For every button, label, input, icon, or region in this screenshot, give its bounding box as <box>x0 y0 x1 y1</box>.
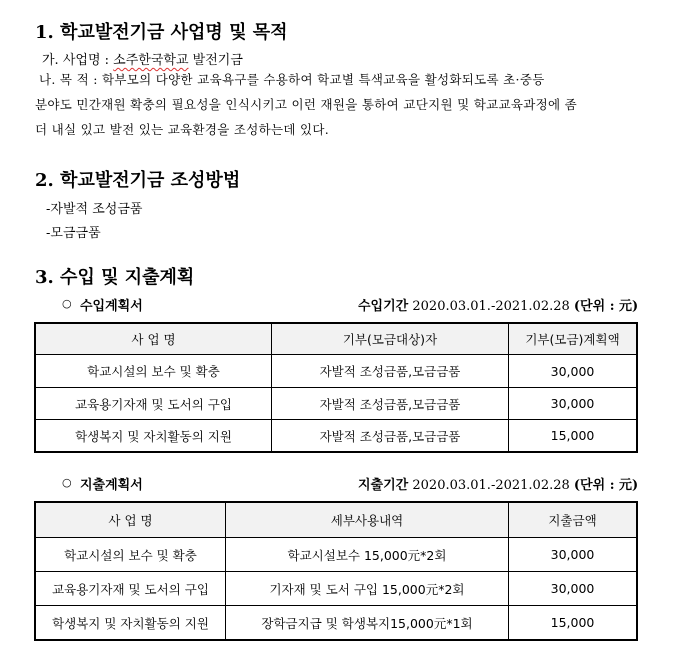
expense-row-amount: 15,000 <box>509 606 637 640</box>
table-row <box>36 606 637 640</box>
table-row <box>36 420 637 452</box>
expense-period-label: 지출기간 <box>358 478 409 493</box>
expense-row-amount: 30,000 <box>509 538 637 572</box>
purpose-label: 나. 목 적 : <box>39 72 103 87</box>
income-row-project: 교육용기자재 및 도서의 구입 <box>36 388 272 420</box>
income-header-donor: 기부(모금대상)자 <box>272 324 509 355</box>
project-name-rest: 발전기금 <box>188 53 243 68</box>
expense-table-header <box>36 503 637 538</box>
purpose-text-1: 학부모의 다양한 교육욕구를 수용하여 학교별 특색교육을 활성화되도록 초·중등 <box>102 72 545 87</box>
table-row <box>36 355 637 388</box>
expense-row-detail: 기자재 및 도서 구입 15,000元*2회 <box>226 572 509 606</box>
expense-plan-heading: 지출계획서 <box>80 478 143 493</box>
income-period-label: 수입기간 <box>358 299 409 314</box>
income-row-project: 학교시설의 보수 및 확충 <box>36 355 272 388</box>
section2-title: 2. 학교발전기금 조성방법 <box>35 170 241 191</box>
expense-row-project: 교육용기자재 및 도서의 구입 <box>36 572 226 606</box>
income-row-amount: 30,000 <box>509 355 637 388</box>
expense-unit: (단위 : 元) <box>573 478 639 493</box>
expense-row-project: 학교시설의 보수 및 확충 <box>36 538 226 572</box>
income-row-amount: 30,000 <box>509 388 637 420</box>
method-item-2: -모금금품 <box>46 226 101 241</box>
purpose-line-2: 분야도 민간재원 확충의 필요성을 인식시키고 이런 재원을 통하여 교단지원 및 학교교육과정에 좀 <box>35 97 578 112</box>
expense-period-value: 2020.03.01.-2021.02.28 <box>412 478 570 493</box>
table-row <box>36 388 637 420</box>
income-row-donor: 자발적 조성금품,모금금품 <box>272 388 509 420</box>
section3-title: 3. 수입 및 지출계획 <box>35 267 195 288</box>
expense-header-project: 사 업 명 <box>36 503 226 538</box>
expense-row-detail: 학교시설보수 15,000元*2회 <box>226 538 509 572</box>
income-period-value: 2020.03.01.-2021.02.28 <box>412 299 570 314</box>
school-name: 소주한국학교 <box>113 53 189 68</box>
income-plan-heading: 수입계획서 <box>80 299 143 314</box>
expense-period <box>358 474 638 493</box>
expense-table <box>35 502 637 640</box>
expense-row-amount: 30,000 <box>509 572 637 606</box>
method-item-1: -자발적 조성금품 <box>46 202 143 217</box>
income-table <box>35 323 637 452</box>
income-row-project: 학생복지 및 자치활동의 지원 <box>36 420 272 452</box>
table-row <box>36 538 637 572</box>
purpose-line-1 <box>39 66 545 94</box>
section1-title: 1. 학교발전기금 사업명 및 목적 <box>35 22 288 43</box>
table-row <box>36 572 637 606</box>
expense-header-detail: 세부사용내역 <box>226 503 509 538</box>
income-header-amount: 기부(모금)계획액 <box>509 324 637 355</box>
income-period <box>358 295 638 314</box>
income-row-donor: 자발적 조성금품,모금금품 <box>272 420 509 452</box>
income-unit: (단위 : 元) <box>573 299 639 314</box>
expense-row-detail: 장학금지급 및 학생복지15,000元*1회 <box>226 606 509 640</box>
project-name-label: 가. 사업명 : <box>42 53 114 68</box>
expense-row-project: 학생복지 및 자치활동의 지원 <box>36 606 226 640</box>
income-header-project: 사 업 명 <box>36 324 272 355</box>
expense-header-amount: 지출금액 <box>509 503 637 538</box>
income-bullet-icon: ○ <box>62 297 72 310</box>
income-table-header <box>36 324 637 355</box>
income-row-amount: 15,000 <box>509 420 637 452</box>
income-row-donor: 자발적 조성금품,모금금품 <box>272 355 509 388</box>
expense-bullet-icon: ○ <box>62 476 72 489</box>
purpose-line-3: 더 내실 있고 발전 있는 교육환경을 조성하는데 있다. <box>35 122 330 137</box>
